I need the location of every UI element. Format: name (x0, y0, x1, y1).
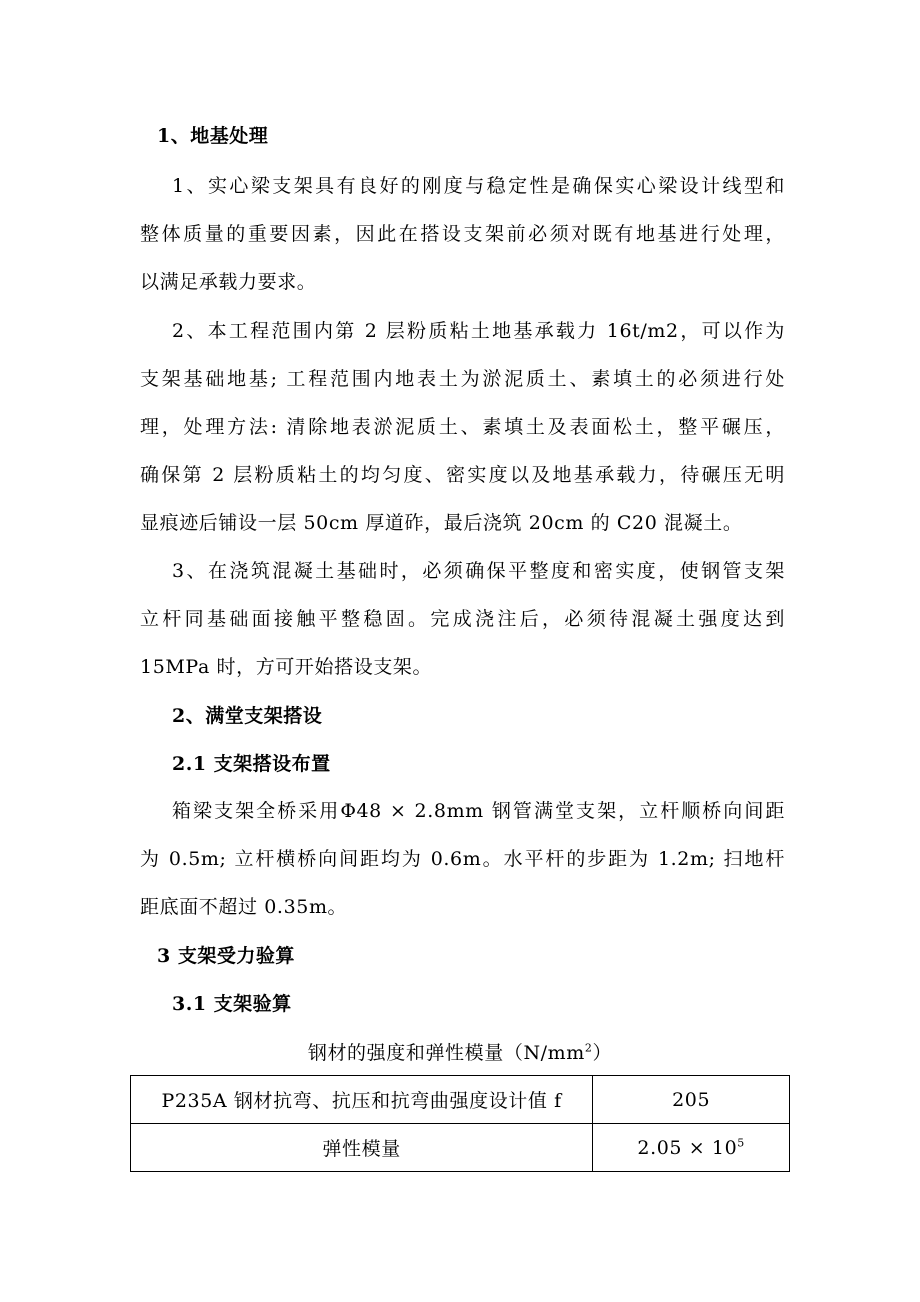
steel-properties-table (130, 1075, 790, 1172)
text-line: 1、实心梁支架具有良好的刚度与稳定性是确保实心梁设计线型和 (172, 175, 785, 197)
paragraph-foundation-3 (140, 547, 785, 691)
subsection-heading-2-1: 2.1 支架搭设布置 (172, 753, 331, 775)
value-text: 2.05 × 10 (637, 1136, 738, 1159)
text-line: 确保第 2 层粉质粘土的均匀度、密实度以及地基承载力，待碾压无明 (140, 464, 785, 486)
text-line: 整体质量的重要因素，因此在搭设支架前必须对既有地基进行处理， (140, 223, 785, 245)
paragraph-scaffold-layout (140, 787, 785, 931)
caption-text: 钢材的强度和弹性模量（N/mm (307, 1042, 585, 1064)
caption-superscript: 2 (584, 1041, 593, 1055)
text-line: 以满足承载力要求。 (140, 271, 317, 293)
section-heading-1: 1、地基处理 (157, 125, 269, 147)
text-line: 为 0.5m; 立杆横桥向间距均为 0.6m。水平杆的步距为 1.2m; 扫地杆 (140, 848, 785, 870)
section-heading-2: 2、满堂支架搭设 (172, 705, 323, 727)
text-line: 3、在浇筑混凝土基础时，必须确保平整度和密实度，使钢管支架 (172, 560, 785, 582)
table-row (131, 1076, 790, 1124)
paragraph-foundation-1 (140, 162, 785, 306)
text-line: 距底面不超过 0.35m。 (140, 896, 348, 918)
subsection-heading-3-1: 3.1 支架验算 (172, 993, 292, 1015)
text-line: 显痕迹后铺设一层 50cm 厚道砟，最后浇筑 20cm 的 C20 混凝土。 (140, 512, 743, 534)
caption-close: ） (592, 1042, 613, 1064)
text-line: 箱梁支架全桥采用Φ48 × 2.8mm 钢管满堂支架，立杆顺桥向间距 (172, 800, 785, 822)
text-line: 理，处理方法: 清除地表淤泥质土、素填土及表面松土，整平碾压， (140, 416, 785, 438)
table-cell-value (593, 1124, 790, 1172)
text-line: 立杆同基础面接触平整稳固。完成浇注后，必须待混凝土强度达到 (140, 608, 785, 630)
text-line: 15MPa 时，方可开始搭设支架。 (140, 656, 433, 678)
table-caption (130, 1040, 790, 1066)
table-cell-value (593, 1076, 790, 1124)
text-line: 支架基础地基; 工程范围内地表土为淤泥质土、素填土的必须进行处 (140, 368, 785, 390)
value-superscript: 5 (737, 1136, 745, 1150)
text-line: 2、本工程范围内第 2 层粉质粘土地基承载力 16t/m2，可以作为 (172, 320, 785, 342)
table-cell-label: P235A 钢材抗弯、抗压和抗弯曲强度设计值 f (131, 1076, 593, 1124)
paragraph-foundation-2 (140, 307, 785, 547)
table-row (131, 1124, 790, 1172)
value-text: 205 (672, 1088, 711, 1111)
table-cell-label: 弹性模量 (131, 1124, 593, 1172)
section-heading-3: 3 支架受力验算 (157, 945, 295, 967)
